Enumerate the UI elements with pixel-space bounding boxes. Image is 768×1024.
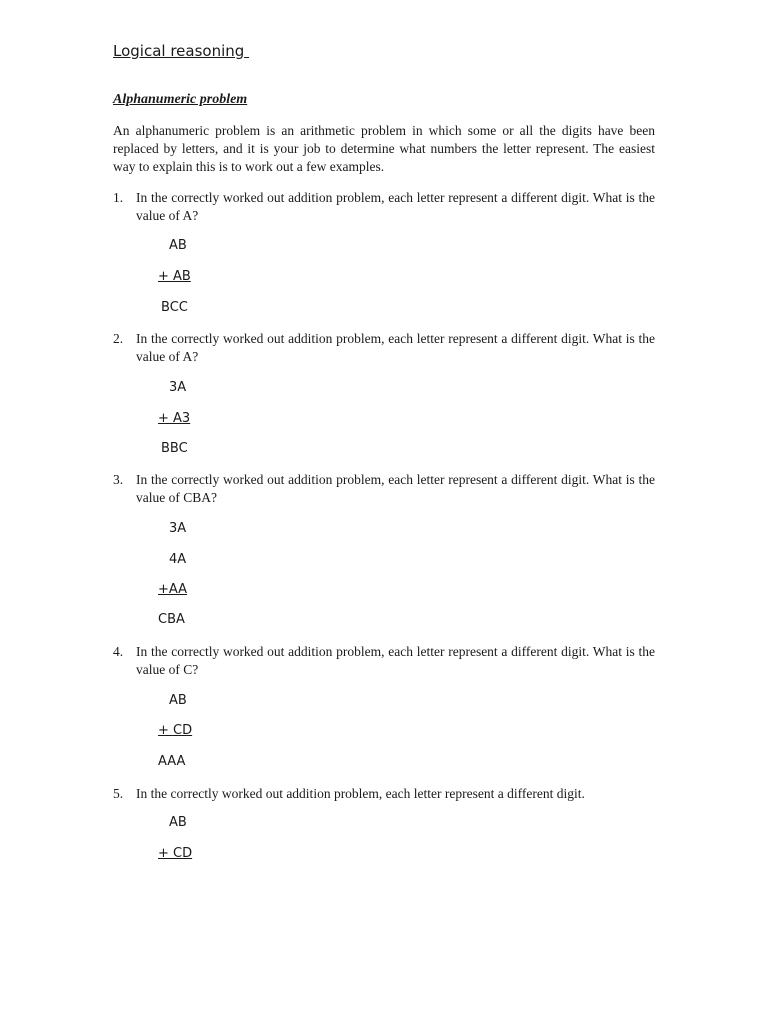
equation-line-addend: AB [169, 815, 187, 830]
equation-line-addend: AB [169, 693, 187, 708]
question-text: In the correctly worked out addition problem, each letter represent a different digit. What is the value of A? [136, 190, 655, 223]
equation-line-addend: AB [169, 238, 187, 253]
equation-line-addend: 4A [169, 552, 187, 567]
page-title: Logical reasoning [113, 42, 250, 60]
equation-line-addend-underlined: +AA [158, 582, 188, 597]
question-3 [113, 471, 655, 507]
question-number: 1. [113, 190, 124, 205]
equation-line-addend: 3A [169, 380, 187, 395]
equation-line-addend: 3A [169, 521, 187, 536]
equation-line-sum: BCC [161, 300, 188, 315]
question-text: In the correctly worked out addition problem, each letter represent a different digit. [136, 786, 585, 801]
intro-paragraph: An alphanumeric problem is an arithmetic problem in which some or all the digits have been replaced by letters, and it is your job to determine what numbers the letter represent. The easiest way to explain this is to work out a few examples. [113, 123, 655, 174]
question-4 [113, 643, 655, 679]
equation-line-sum: CBA [158, 612, 185, 627]
equation-line-sum: BBC [161, 441, 188, 456]
question-text: In the correctly worked out addition problem, each letter represent a different digit. What is the value of A? [136, 331, 655, 364]
equation-line-addend-underlined: + CD [158, 846, 193, 861]
equation-line-addend-underlined: + A3 [158, 411, 191, 426]
question-text: In the correctly worked out addition problem, each letter represent a different digit. What is the value of CBA? [136, 472, 655, 505]
equation-line-addend-underlined: + AB [158, 269, 191, 284]
question-5 [113, 785, 655, 803]
question-number: 2. [113, 331, 124, 346]
question-2 [113, 330, 655, 366]
section-title: Alphanumeric problem [113, 92, 248, 107]
question-text: In the correctly worked out addition problem, each letter represent a different digit. What is the value of C? [136, 644, 655, 677]
question-number: 3. [113, 472, 124, 487]
equation-line-sum: AAA [158, 754, 186, 769]
question-number: 4. [113, 644, 124, 659]
question-number: 5. [113, 786, 124, 801]
question-1 [113, 189, 655, 225]
equation-line-addend-underlined: + CD [158, 723, 193, 738]
